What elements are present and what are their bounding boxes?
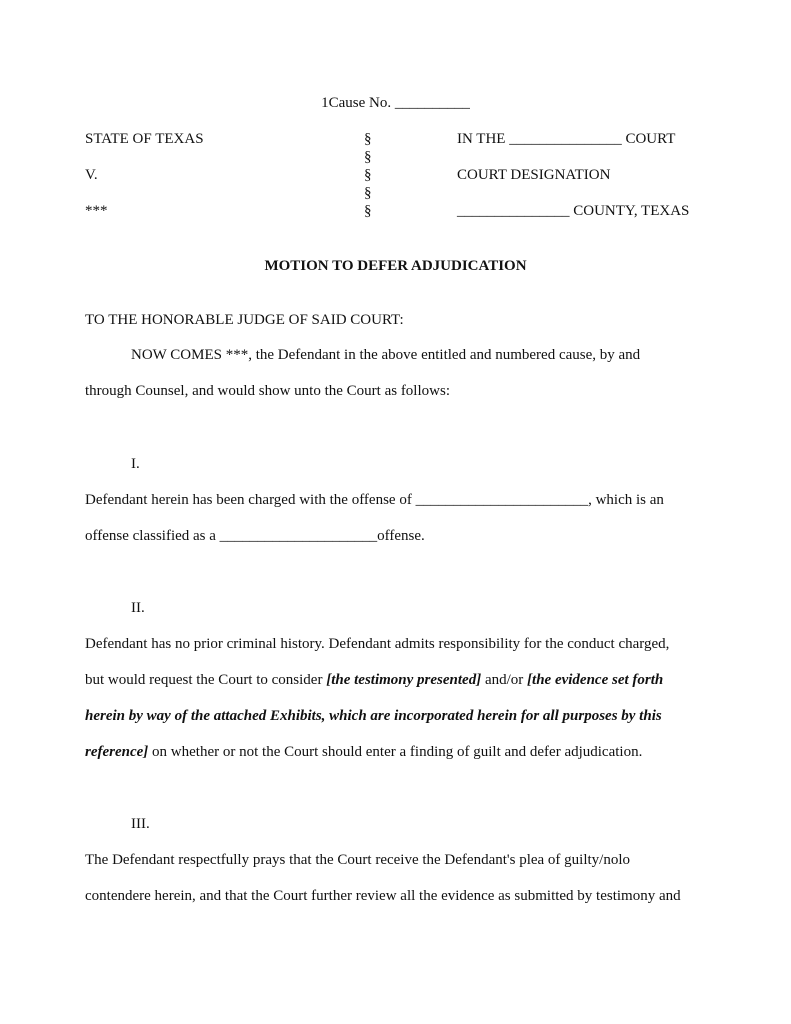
section-2-text: and/or bbox=[481, 672, 528, 688]
caption-county: _______________ COUNTY, TEXAS bbox=[457, 203, 690, 219]
section-symbol: § bbox=[364, 131, 372, 147]
section-2-line: Defendant has no prior criminal history. Defendant admits responsibility for the conduct charged, bbox=[85, 636, 670, 652]
caption-defendant: *** bbox=[85, 203, 108, 219]
section-3-line: The Defendant respectfully prays that the Court receive the Defendant's plea of guilty/nolo bbox=[85, 852, 631, 868]
section-symbol: § bbox=[364, 203, 372, 219]
caption-state: STATE OF TEXAS bbox=[85, 131, 204, 147]
section-2-emphasis: reference] bbox=[85, 744, 149, 760]
section-2-line bbox=[85, 671, 663, 689]
section-2-line bbox=[85, 743, 642, 761]
section-heading-1: I. bbox=[131, 456, 140, 472]
section-symbol: § bbox=[364, 149, 372, 165]
section-symbol: § bbox=[364, 185, 372, 201]
section-symbol: § bbox=[364, 167, 372, 183]
caption-court-designation: COURT DESIGNATION bbox=[457, 167, 611, 183]
intro-line: through Counsel, and would show unto the Court as follows: bbox=[85, 383, 450, 399]
section-heading-3: III. bbox=[131, 816, 150, 832]
caption-versus: V. bbox=[85, 167, 98, 183]
intro-line: NOW COMES ***, the Defendant in the above entitled and numbered cause, by and bbox=[131, 347, 641, 363]
section-2-text: on whether or not the Court should enter a finding of guilt and defer adjudication. bbox=[148, 744, 643, 760]
caption-court: IN THE _______________ COURT bbox=[457, 131, 676, 147]
section-2-emphasis: [the testimony presented] bbox=[326, 672, 482, 688]
section-2-emphasis: [the evidence set forth bbox=[527, 672, 664, 688]
section-3-line: contendere herein, and that the Court further review all the evidence as submitted by testimony and bbox=[85, 888, 681, 904]
salutation: TO THE HONORABLE JUDGE OF SAID COURT: bbox=[85, 312, 404, 328]
section-2-text: but would request the Court to consider bbox=[85, 672, 327, 688]
document-title: MOTION TO DEFER ADJUDICATION bbox=[264, 258, 527, 274]
section-2-emphasis-line: herein by way of the attached Exhibits, which are incorporated herein for all purposes by this bbox=[85, 708, 662, 724]
section-heading-2: II. bbox=[131, 600, 145, 616]
section-1-line: Defendant herein has been charged with the offense of _______________________, which is an bbox=[85, 492, 664, 508]
section-1-line: offense classified as a _____________________offense. bbox=[85, 528, 425, 544]
cause-number: 1Cause No. __________ bbox=[321, 95, 470, 111]
